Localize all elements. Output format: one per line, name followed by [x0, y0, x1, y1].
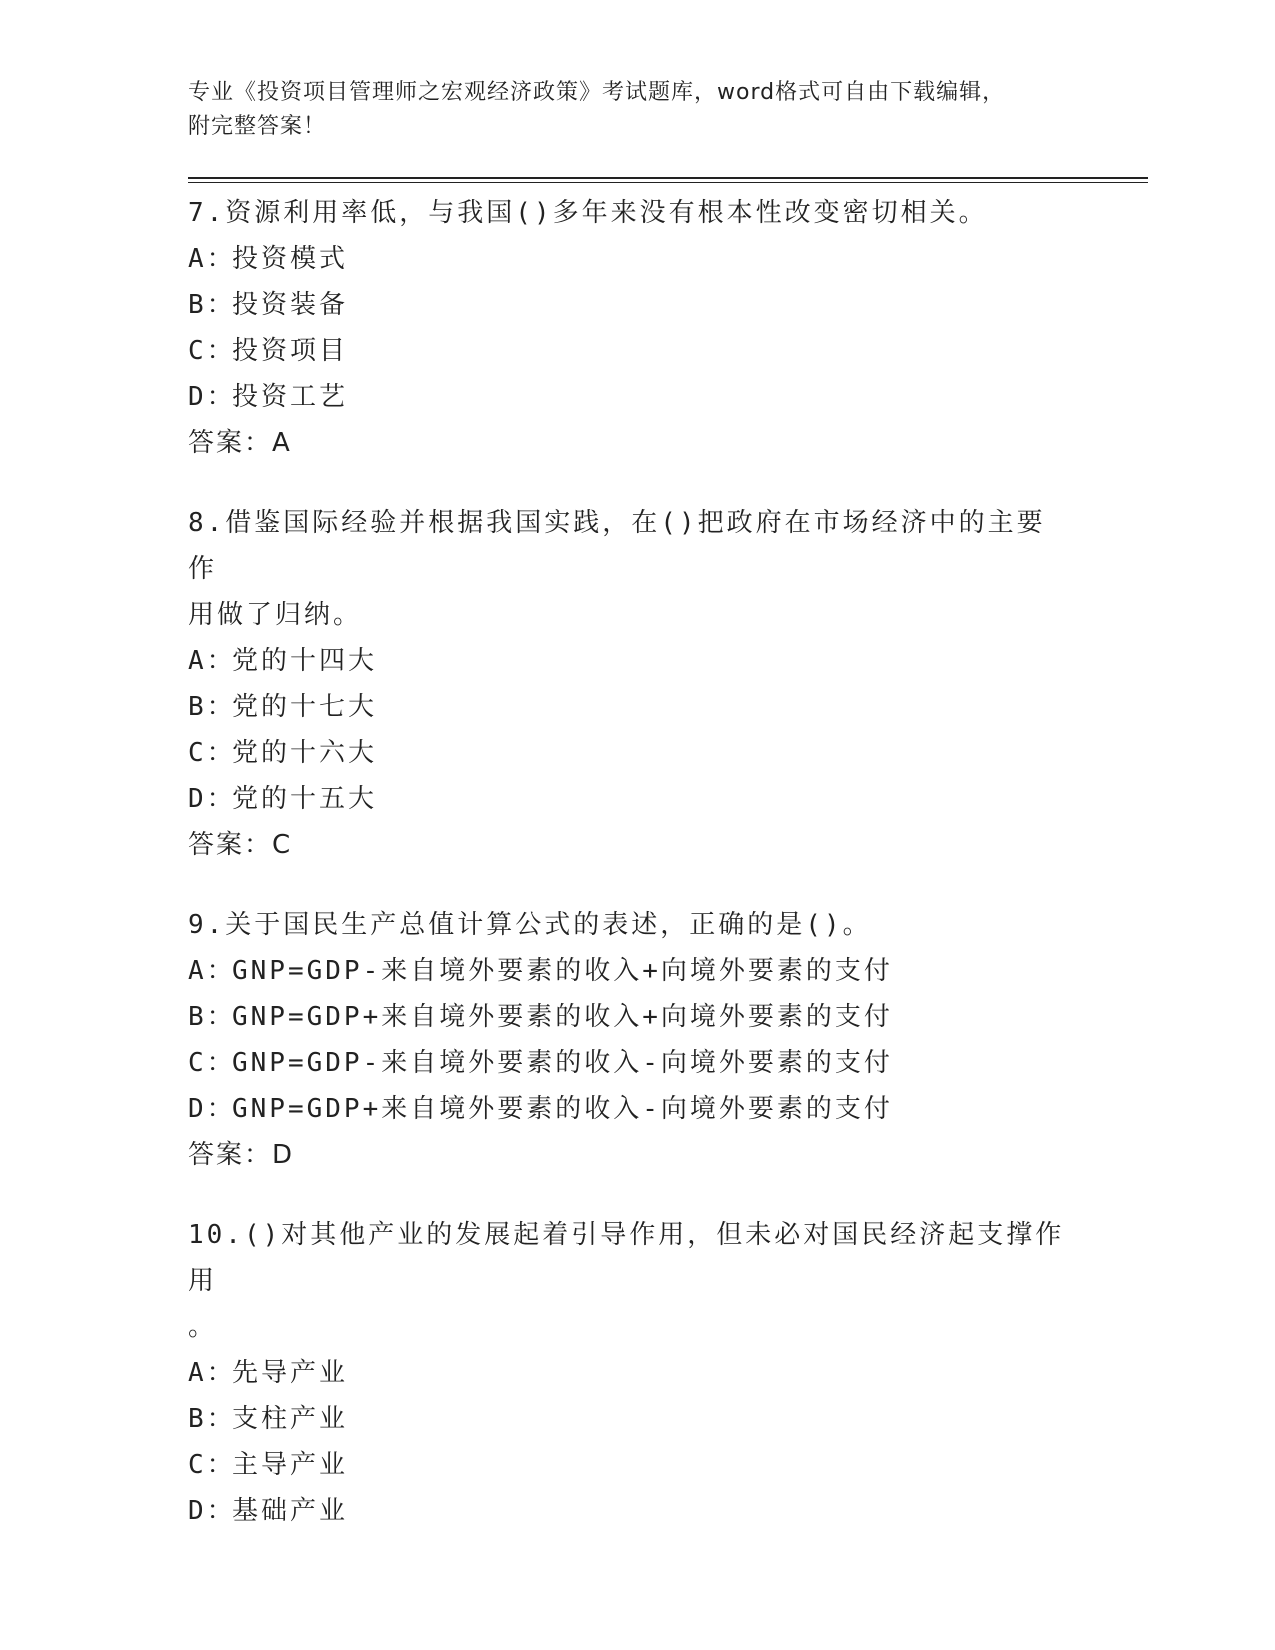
answer-option [188, 638, 1088, 684]
answer-option [188, 948, 1088, 994]
header-line-2: 附完整答案！ [188, 114, 327, 139]
option-key: B： [188, 290, 236, 320]
option-text: 投资工艺 [232, 382, 349, 412]
answer-option [188, 994, 1088, 1040]
option-key: D： [188, 1496, 236, 1526]
header-divider-thick [188, 177, 1148, 179]
option-key: C： [188, 1048, 236, 1078]
question-stem-line: 用做了归纳。 [188, 600, 363, 630]
document-header [188, 76, 1068, 144]
option-text: 先导产业 [232, 1358, 349, 1388]
question-list [188, 190, 1088, 1568]
option-text: GNP=GDP-来自境外要素的收入-向境外要素的支付 [232, 1048, 893, 1078]
question-stem-line: 9.关于国民生产总值计算公式的表述，正确的是()。 [188, 910, 872, 940]
question-stem-line: 10.()对其他产业的发展起着引导作用，但未必对国民经济起支撑作用 [188, 1220, 1065, 1296]
option-text: 投资装备 [232, 290, 349, 320]
option-key: C： [188, 1450, 236, 1480]
option-text: GNP=GDP+来自境外要素的收入+向境外要素的支付 [232, 1002, 893, 1032]
answer-option [188, 684, 1088, 730]
header-divider-thin [188, 182, 1148, 183]
option-key: C： [188, 738, 236, 768]
option-text: 投资项目 [232, 336, 349, 366]
question-block [188, 500, 1088, 868]
answer-option [188, 1350, 1088, 1396]
answer-line: 答案：D [188, 1140, 295, 1170]
question-block [188, 902, 1088, 1178]
option-key: B： [188, 1404, 236, 1434]
answer-option [188, 282, 1088, 328]
answer-option [188, 374, 1088, 420]
option-text: 党的十四大 [232, 646, 378, 676]
option-text: GNP=GDP+来自境外要素的收入-向境外要素的支付 [232, 1094, 893, 1124]
option-text: 党的十七大 [232, 692, 378, 722]
question-stem-line: 7.资源利用率低，与我国()多年来没有根本性改变密切相关。 [188, 198, 988, 228]
option-key: A： [188, 646, 236, 676]
answer-option [188, 236, 1088, 282]
question-block [188, 1212, 1088, 1534]
option-text: 党的十五大 [232, 784, 378, 814]
answer-option [188, 1442, 1088, 1488]
question-block [188, 190, 1088, 466]
answer-option [188, 1396, 1088, 1442]
option-text: 基础产业 [232, 1496, 349, 1526]
option-key: D： [188, 1094, 236, 1124]
answer-option [188, 1086, 1088, 1132]
answer-line: 答案：C [188, 830, 293, 860]
answer-line: 答案：A [188, 428, 292, 458]
option-key: D： [188, 382, 236, 412]
answer-option [188, 776, 1088, 822]
answer-option [188, 1040, 1088, 1086]
option-text: 主导产业 [232, 1450, 349, 1480]
question-stem-line: 。 [188, 1312, 218, 1342]
option-text: GNP=GDP-来自境外要素的收入+向境外要素的支付 [232, 956, 893, 986]
option-key: D： [188, 784, 236, 814]
question-stem-line: 8.借鉴国际经验并根据我国实践，在()把政府在市场经济中的主要作 [188, 508, 1046, 584]
answer-option [188, 730, 1088, 776]
option-text: 党的十六大 [232, 738, 378, 768]
option-key: A： [188, 956, 236, 986]
option-key: B： [188, 1002, 236, 1032]
option-text: 投资模式 [232, 244, 349, 274]
answer-option [188, 328, 1088, 374]
option-key: A： [188, 1358, 236, 1388]
option-text: 支柱产业 [232, 1404, 349, 1434]
option-key: B： [188, 692, 236, 722]
answer-option [188, 1488, 1088, 1534]
option-key: A： [188, 244, 236, 274]
option-key: C： [188, 336, 236, 366]
header-line-1: 专业《投资项目管理师之宏观经济政策》考试题库，word格式可自由下载编辑， [188, 80, 1006, 105]
